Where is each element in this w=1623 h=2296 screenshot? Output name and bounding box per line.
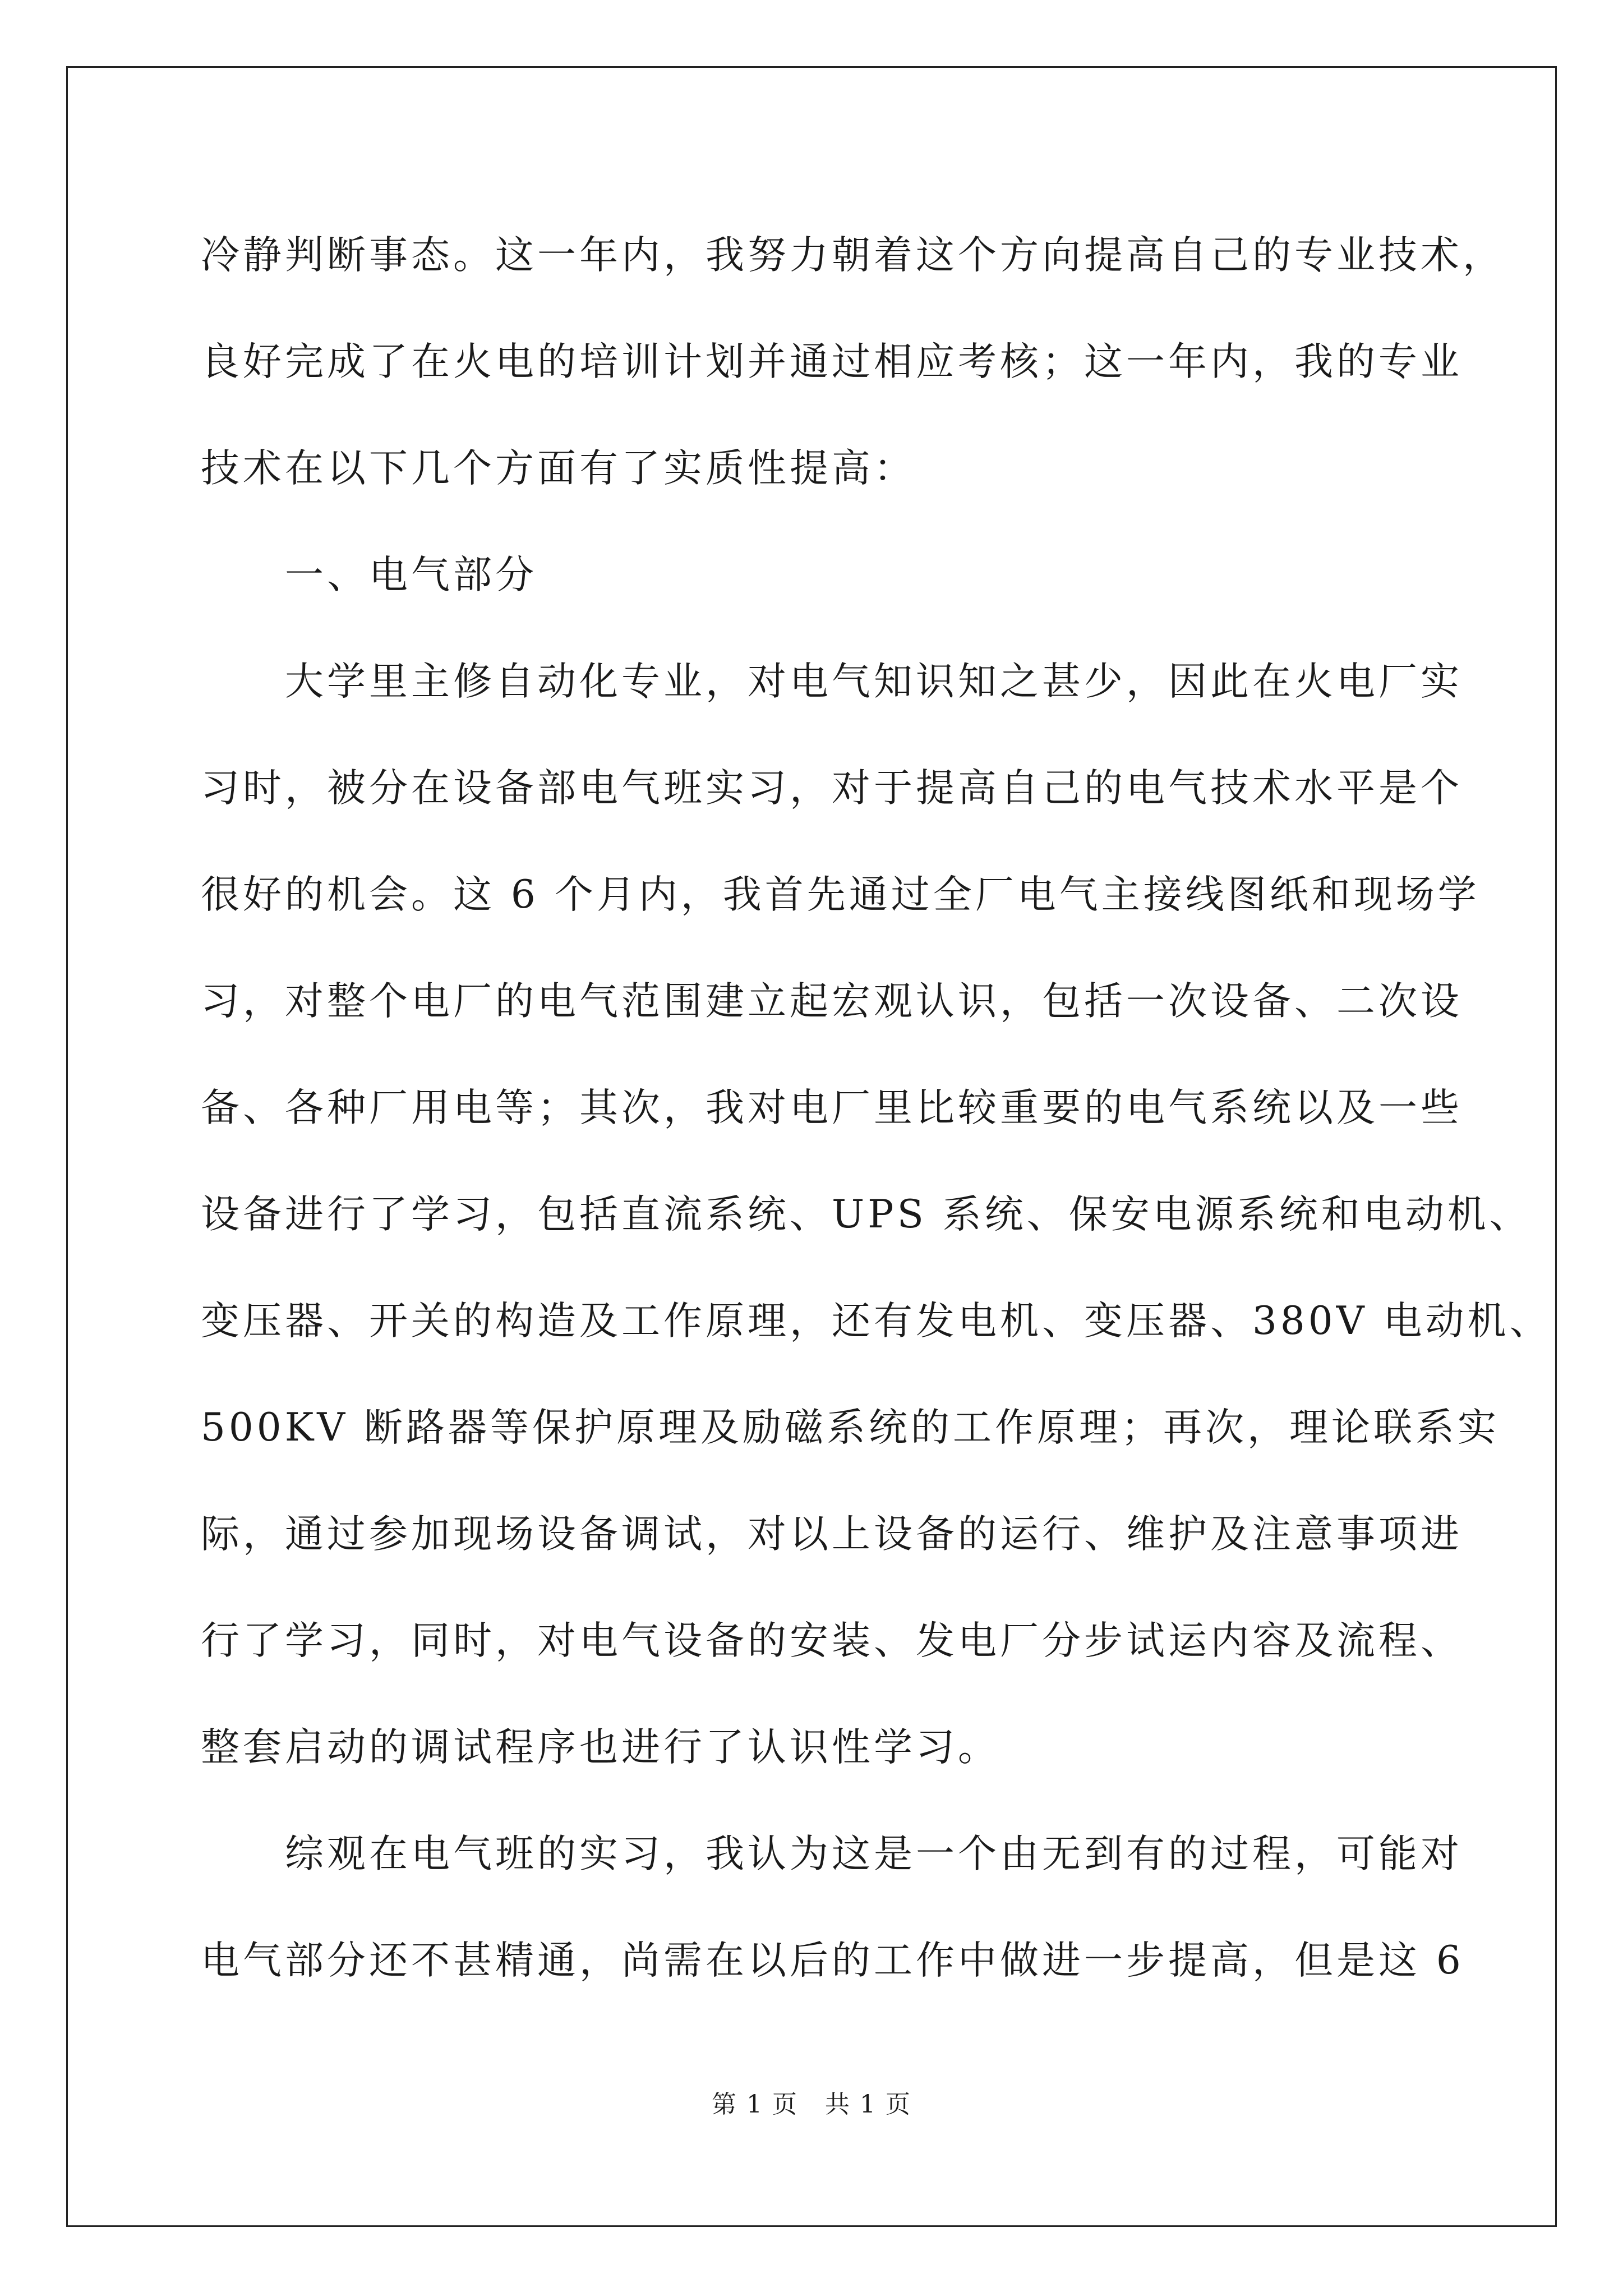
body-text-line: 技术在以下几个方面有了实质性提高：	[201, 446, 916, 491]
body-text-line: 综观在电气班的实习，我认为这是一个由无到有的过程，可能对	[201, 1832, 1463, 1876]
body-text-line: 良好完成了在火电的培训计划并通过相应考核；这一年内，我的专业	[201, 339, 1463, 384]
body-text-line: 习，对整个电厂的电气范围建立起宏观认识，包括一次设备、二次设	[201, 979, 1463, 1024]
page-border	[66, 66, 1557, 2227]
body-text-line: 电气部分还不甚精通，尚需在以后的工作中做进一步提高，但是这 6	[201, 1938, 1464, 1983]
body-text-line: 大学里主修自动化专业，对电气知识知之甚少，因此在火电厂实	[201, 659, 1463, 704]
body-text-line: 整套启动的调试程序也进行了认识性学习。	[201, 1725, 1000, 1770]
page-number-footer: 第 1 页 共 1 页	[712, 2090, 911, 2119]
section-heading: 一、电气部分	[201, 553, 537, 597]
body-text-line: 很好的机会。这 6 个月内，我首先通过全厂电气主接线图纸和现场学	[201, 872, 1480, 917]
body-text-line: 设备进行了学习，包括直流系统、UPS 系统、保安电源系统和电动机、	[201, 1192, 1532, 1237]
body-text-line: 备、各种厂用电等；其次，我对电厂里比较重要的电气系统以及一些	[201, 1085, 1463, 1130]
body-text-line: 行了学习，同时，对电气设备的安装、发电厂分步试运内容及流程、	[201, 1618, 1463, 1663]
body-text-line: 冷静判断事态。这一年内，我努力朝着这个方向提高自己的专业技术，	[201, 233, 1505, 278]
body-text-line: 际，通过参加现场设备调试，对以上设备的运行、维护及注意事项进	[201, 1512, 1463, 1557]
body-text-line: 习时，被分在设备部电气班实习，对于提高自己的电气技术水平是个	[201, 766, 1463, 811]
body-text-line: 500KV 断路器等保护原理及励磁系统的工作原理；再次，理论联系实	[201, 1405, 1500, 1450]
body-text-line: 变压器、开关的构造及工作原理，还有发电机、变压器、380V 电动机、	[201, 1299, 1552, 1343]
